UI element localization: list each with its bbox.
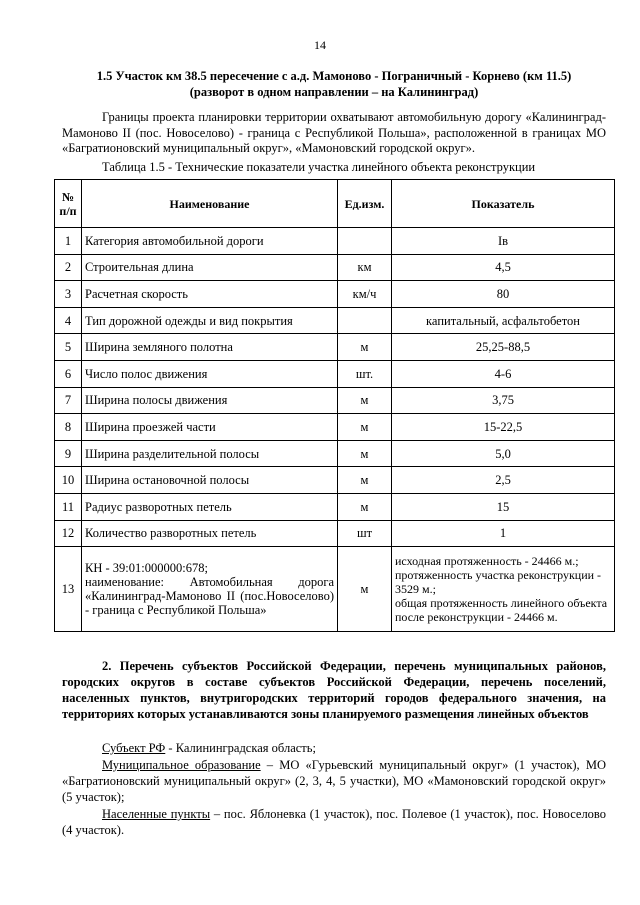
row-13-section-length: протяженность участка реконструкции - 3529 м.;: [395, 568, 602, 597]
table-row: [55, 360, 615, 387]
row-unit: [338, 228, 392, 255]
row-num: 4: [55, 307, 82, 334]
row-num: 8: [55, 414, 82, 441]
intro-paragraph: Границы проекта планировки территории охватывают автомобильную дорогу «Калининград-Мамоново II (пос. Новоселово) - граница с Республикой Польша», расположенной в границах МО «Багратионовский муниципальный округ», «Мамоновский городской округ».: [62, 110, 606, 155]
municipal-text: – МО «Гурьевский муниципальный округ» (1 участок), МО «Багратионовский муниципальный округ» (2, 3, 4, 5 участки), МО «Мамоновский городской округ» (5 участок);: [62, 758, 606, 804]
table-row: [55, 440, 615, 467]
table-row-13: [55, 547, 615, 632]
row-unit: км/ч: [338, 281, 392, 308]
municipal-label: Муниципальное образование: [102, 758, 261, 772]
row-num: 9: [55, 440, 82, 467]
row-num: 3: [55, 281, 82, 308]
row-name: Расчетная скорость: [82, 281, 338, 308]
subject-text: - Калининградская область;: [165, 741, 316, 755]
row-value: 15-22,5: [392, 414, 615, 441]
row-13-cadastral: КН - 39:01:000000:678;: [85, 561, 208, 576]
row-unit: м: [338, 547, 392, 632]
row-value: Iв: [392, 228, 615, 255]
table-row: [55, 228, 615, 255]
row-value: 80: [392, 281, 615, 308]
row-13-total-length: общая протяженность линейного объекта после реконструкции - 24466 м.: [395, 596, 608, 625]
row-name: [82, 547, 338, 632]
row-num: 11: [55, 493, 82, 520]
subject-paragraph: [62, 740, 606, 756]
row-name: Тип дорожной одежды и вид покрытия: [82, 307, 338, 334]
row-name: Число полос движения: [82, 360, 338, 387]
header-unit: Ед.изм.: [338, 180, 392, 228]
section-2-heading: 2. Перечень субъектов Российской Федерации, перечень муниципальных районов, городских округов в составе субъектов Российской Федерации, перечень поселений, населенных пунктов, внутригородских территорий городов федерального значения, на территориях которых устанавливаются зоны планируемого размещения линейных объектов: [62, 659, 606, 721]
table-row: [55, 414, 615, 441]
row-name: Количество разворотных петель: [82, 520, 338, 547]
row-num: 6: [55, 360, 82, 387]
table-row: [55, 254, 615, 281]
row-name: Радиус разворотных петель: [82, 493, 338, 520]
row-name: Ширина проезжей части: [82, 414, 338, 441]
row-13-initial-length: исходная протяженность - 24466 м.;: [395, 554, 579, 569]
row-num: 1: [55, 228, 82, 255]
row-name: Ширина разделительной полосы: [82, 440, 338, 467]
row-value: 2,5: [392, 467, 615, 494]
table-row: [55, 334, 615, 361]
table-row: [55, 520, 615, 547]
row-unit: м: [338, 414, 392, 441]
table-row: [55, 493, 615, 520]
settlements-label: Населенные пункты: [102, 807, 211, 821]
row-value: 25,25-88,5: [392, 334, 615, 361]
table-header-row: [55, 180, 615, 228]
row-name: Категория автомобильной дороги: [82, 228, 338, 255]
row-num: 10: [55, 467, 82, 494]
row-value: 15: [392, 493, 615, 520]
table-row: [55, 307, 615, 334]
row-unit: м: [338, 467, 392, 494]
subject-label: Субъект РФ: [102, 741, 166, 755]
row-value: 5,0: [392, 440, 615, 467]
row-name: Ширина полосы движения: [82, 387, 338, 414]
section-heading-line2: (разворот в одном направлении – на Калининград): [189, 85, 479, 99]
row-value: 1: [392, 520, 615, 547]
header-num: № п/п: [55, 180, 82, 228]
settlements-paragraph: [62, 806, 606, 838]
row-num: 7: [55, 387, 82, 414]
table-row: [55, 387, 615, 414]
row-value: 3,75: [392, 387, 615, 414]
row-num: 12: [55, 520, 82, 547]
section-heading: [62, 68, 606, 100]
row-value: 4,5: [392, 254, 615, 281]
table-row: [55, 467, 615, 494]
row-unit: [338, 307, 392, 334]
technical-indicators-table: [54, 179, 615, 632]
row-unit: шт.: [338, 360, 392, 387]
page-number: 14: [314, 38, 326, 52]
section-heading-line1: 1.5 Участок км 38.5 пересечение с а.д. Мамоново - Пограничный - Корнево (км 11.5): [96, 69, 572, 83]
row-unit: м: [338, 334, 392, 361]
row-unit: м: [338, 387, 392, 414]
table-row: [55, 281, 615, 308]
municipal-paragraph: [62, 757, 606, 805]
header-name: Наименование: [82, 180, 338, 228]
row-num: 5: [55, 334, 82, 361]
row-unit: м: [338, 493, 392, 520]
row-name: Ширина земляного полотна: [82, 334, 338, 361]
settlements-text: – пос. Яблоневка (1 участок), пос. Полевое (1 участок), пос. Новоселово (4 участок).: [62, 807, 607, 837]
row-unit: км: [338, 254, 392, 281]
row-value: [392, 547, 615, 632]
header-value: Показатель: [392, 180, 615, 228]
table-caption: Таблица 1.5 - Технические показатели участка линейного объекта реконструкции: [102, 160, 536, 174]
row-num: 2: [55, 254, 82, 281]
row-13-object-name: наименование: Автомобильная дорога «Калининград-Мамоново II (пос.Новоселово) - граница с Республикой Польша»: [85, 575, 334, 618]
row-value: капитальный, асфальтобетон: [392, 307, 615, 334]
row-value: 4-6: [392, 360, 615, 387]
row-unit: м: [338, 440, 392, 467]
row-name: Строительная длина: [82, 254, 338, 281]
row-num: 13: [55, 547, 82, 632]
row-unit: шт: [338, 520, 392, 547]
row-name: Ширина остановочной полосы: [82, 467, 338, 494]
